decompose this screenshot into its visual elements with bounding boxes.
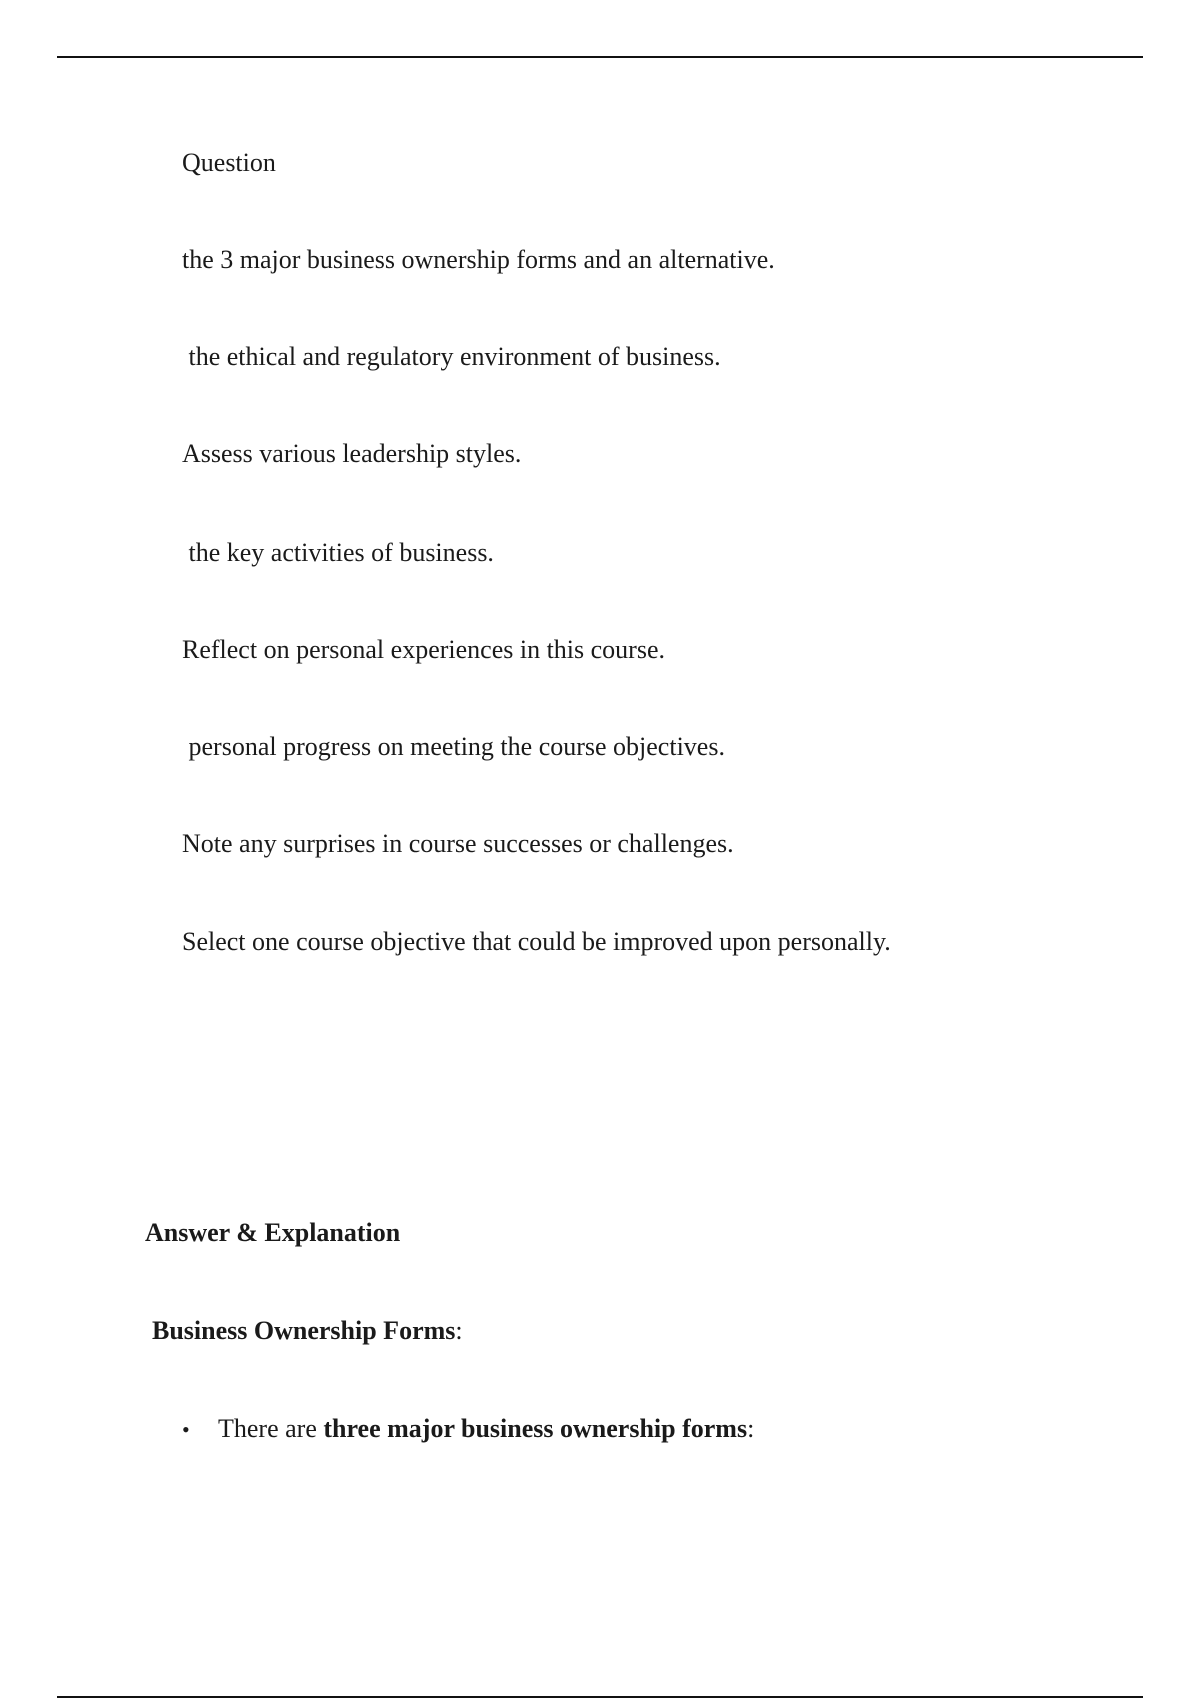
question-line-7: Note any surprises in course successes or challenges. — [182, 829, 734, 858]
section-heading: Business Ownership Forms — [152, 1316, 456, 1345]
question-line-1: the 3 major business ownership forms and an alternative. — [182, 245, 775, 274]
bullet-prefix: There are — [218, 1414, 324, 1443]
bullet-suffix: : — [747, 1414, 755, 1443]
question-label: Question — [182, 148, 276, 177]
question-line-8: Select one course objective that could be improved upon personally. — [182, 927, 891, 956]
question-line-4: the key activities of business. — [182, 538, 494, 567]
answer-heading: Answer & Explanation — [145, 1218, 401, 1247]
question-line-5: Reflect on personal experiences in this course. — [182, 635, 665, 664]
question-line-2: the ethical and regulatory environment of business. — [182, 342, 721, 371]
footer-rule — [57, 1696, 1143, 1698]
header-rule — [57, 56, 1143, 58]
question-line-3: Assess various leadership styles. — [182, 439, 522, 468]
bullet-marker: • — [182, 1417, 190, 1442]
bullet-item — [182, 1413, 754, 1446]
section-heading-colon: : — [455, 1316, 463, 1345]
question-line-6: personal progress on meeting the course objectives. — [182, 732, 725, 761]
section-heading-row — [152, 1315, 463, 1347]
bullet-bold-text: three major business ownership forms — [323, 1414, 748, 1443]
